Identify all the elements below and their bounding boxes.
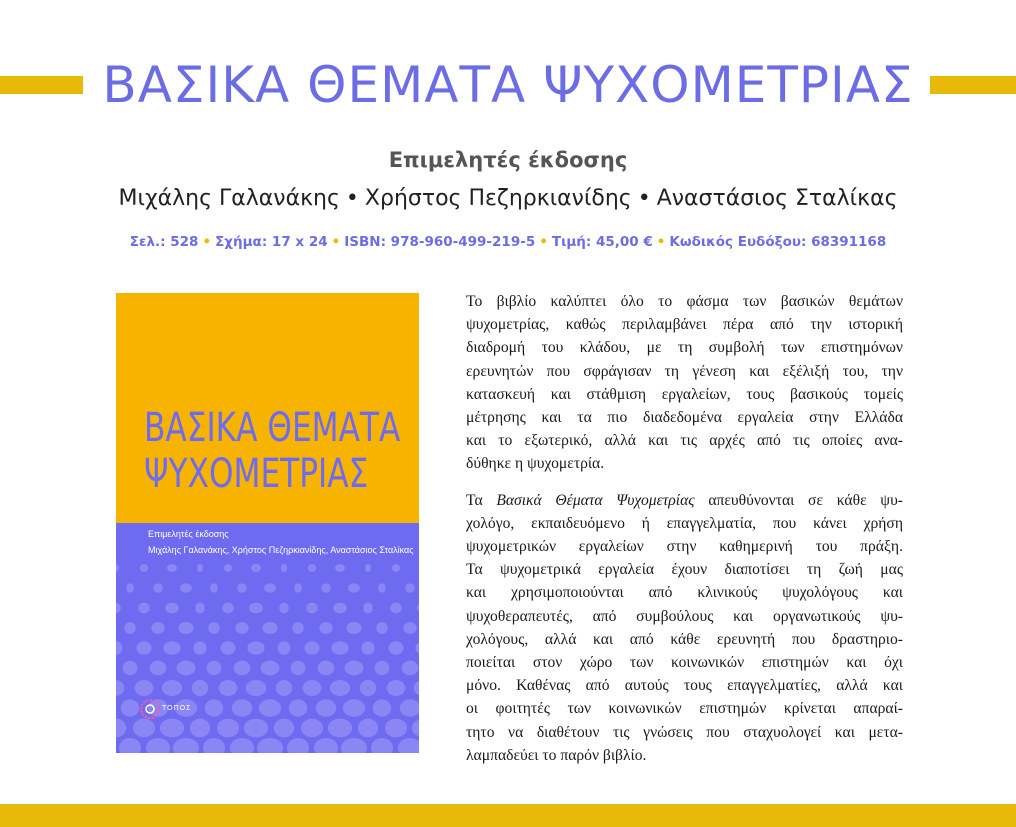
cover-dot	[217, 719, 239, 738]
cover-dot	[193, 641, 206, 654]
cover-dot	[277, 641, 290, 654]
cover-dot	[116, 641, 123, 654]
cover-dot	[224, 564, 232, 572]
separator-dot: •	[656, 234, 666, 250]
text-line: Το βιβλίο καλύπτει όλο το φάσμα των βασικών θεμάτων	[466, 293, 903, 310]
publisher-logo-icon	[138, 697, 162, 721]
cover-dot	[289, 699, 307, 716]
text-line	[466, 489, 903, 512]
cover-dot	[314, 738, 338, 753]
book-cover-image	[116, 293, 419, 753]
cover-dot	[203, 738, 225, 753]
cover-editors-label: Επιμελητές έκδοσης	[148, 529, 229, 539]
cover-dot	[371, 738, 393, 753]
cover-editors-names: Μιχάλης Γαλανάκης, Χρήστος Πεζηρκιανίδης, Αναστάσιος Σταλίκας	[148, 545, 414, 555]
cover-dot	[415, 641, 419, 654]
text-line: ποιείται στον χώρο των κοινωνικών επιστημών και όχι	[466, 654, 903, 672]
cover-dot	[247, 641, 264, 654]
book-meta	[0, 234, 1016, 250]
cover-dot	[321, 583, 331, 592]
text-line: χολόγους, αλλά και από κάθε ερευνητή που δραστηριο-	[466, 630, 903, 648]
cover-dot	[358, 719, 378, 738]
cover-dot	[294, 583, 302, 592]
text-line: διαδρομή του κλάδου, με τη συμβολή των επιστημόνων	[466, 339, 903, 357]
cover-dot	[126, 583, 134, 592]
cover-title-line: ΒΑΣΙΚΑ ΘΕΜΑΤΑ	[144, 405, 401, 451]
cover-dot	[306, 603, 318, 614]
text-line: μόνο. Καθένας από αυτούς τους επαγγελματίες, αλλά και	[466, 677, 903, 695]
text-fragment: απευθύνονται σε κάθε ψυ-	[694, 491, 903, 509]
cover-dot	[124, 622, 135, 634]
cover-dot	[276, 680, 293, 696]
cover-dot	[341, 738, 367, 753]
cover-dot	[232, 699, 252, 716]
right-accent-bar	[930, 76, 1016, 94]
cover-dot	[361, 641, 374, 654]
page-title: ΒΑΣΙΚΑ ΘΕΜΑΤΑ ΨΥΧΟΜΕΤΡΙΑΣ	[102, 56, 914, 114]
editors-names	[0, 186, 1016, 211]
cover-dot	[308, 564, 316, 572]
cover-dot	[207, 661, 222, 676]
cover-dot	[195, 603, 205, 614]
cover-dot	[140, 564, 148, 572]
cover-dot	[259, 699, 281, 716]
cover-dot	[180, 583, 192, 592]
text-fragment: Τα	[466, 491, 497, 509]
cover-dot	[328, 719, 352, 738]
cover-dot	[220, 641, 235, 654]
cover-dot	[235, 622, 248, 634]
cover-dot	[335, 564, 345, 572]
cover-title-line: ΨΥΧΟΜΕΤΡΙΑΣ	[144, 451, 369, 497]
text-line: Τα ψυχομετρικά εργαλεία έχουν διαποτίσει τη ζωή μας	[466, 561, 903, 579]
cover-dot	[417, 603, 419, 614]
cover-dot	[304, 641, 319, 654]
meta-eudoxus-code: Κωδικός Ευδόξου: 68391168	[669, 234, 887, 250]
cover-dot	[210, 583, 218, 592]
text-line: ψυχομετρικών εργαλείων στην καθημερινή του πράξη.	[466, 538, 903, 556]
cover-dot	[262, 622, 277, 634]
cover-dot	[173, 738, 199, 753]
cover-dot	[376, 622, 387, 634]
description-paragraph	[466, 290, 903, 476]
cover-dot	[123, 661, 138, 676]
cover-dot	[167, 564, 177, 572]
cover-dot	[279, 603, 289, 614]
cover-dot	[402, 661, 419, 676]
cover-dot	[414, 680, 419, 696]
text-line: ψυχομετρίας, καθώς περιλαμβάνει πέρα από την ιστορική	[466, 316, 903, 334]
cover-dot	[291, 661, 306, 676]
cover-dot	[237, 583, 247, 592]
separator-dot: •	[539, 234, 548, 250]
cover-dot	[234, 661, 251, 676]
meta-price: Τιμή: 45,00 €	[551, 234, 653, 250]
text-line: ερευνητών που σφράγισαν τη γένεση και εξέλιξή του, την	[466, 362, 903, 380]
text-line: και χρησιμοποιούνται από κλινικούς ψυχολόγους και	[466, 584, 903, 602]
cover-dot	[392, 564, 400, 572]
cover-dot	[398, 738, 419, 753]
text-line: κατασκευή και στάθμιση εργαλείων, τους βασικούς τομείς	[466, 385, 903, 403]
left-accent-bar	[0, 76, 83, 94]
cover-dot	[387, 680, 406, 696]
cover-dot	[116, 680, 124, 696]
cover-dot	[363, 603, 373, 614]
cover-dot	[264, 583, 276, 592]
cover-dot	[378, 583, 386, 592]
cover-dot	[292, 622, 303, 634]
cover-dot	[274, 719, 294, 738]
text-line: λαμπαδεύει το παρόν βιβλίο.	[466, 746, 647, 764]
separator-bullet: •	[345, 186, 359, 211]
title-row	[0, 50, 1016, 120]
text-line: τητο να διαθέτουν τις γνώσεις που σταχυολογεί και μετα-	[466, 723, 903, 741]
editors-label: Επιμελητές έκδοσης	[388, 148, 628, 172]
cover-dot	[319, 622, 332, 634]
cover-dot	[318, 661, 335, 676]
editor-name: Αναστάσιος Σταλίκας	[656, 186, 898, 211]
cover-dot	[116, 719, 126, 738]
cover-dot	[331, 641, 348, 654]
cover-dot	[385, 719, 407, 738]
editor-name: Χρήστος Πεζηρκιανίδης	[364, 186, 632, 211]
cover-dot	[390, 603, 402, 614]
bottom-accent-bar	[0, 804, 1016, 827]
cover-dot	[301, 719, 323, 738]
text-line: μέτρησης και τα πιο διαδεδομένα εργαλεία στην Ελλάδα	[466, 409, 903, 427]
cover-dot	[163, 641, 180, 654]
cover-dot	[373, 699, 391, 716]
book-title-italic: Βασικά Θέματα Ψυχομετρίας	[496, 491, 695, 509]
cover-dot	[219, 680, 238, 696]
cover-dot	[345, 661, 364, 676]
cover-dot	[375, 661, 390, 676]
cover-dot	[287, 738, 309, 753]
editor-name: Μιχάλης Γαλανάκης	[118, 186, 340, 211]
cover-dot	[330, 680, 351, 696]
cover-dot	[412, 719, 419, 738]
cover-dot	[116, 564, 119, 572]
cover-dot	[403, 622, 416, 634]
book-description	[466, 290, 903, 780]
cover-dot	[119, 738, 141, 753]
cover-dot	[249, 603, 263, 614]
cover-dot	[246, 680, 267, 696]
cover-dot	[360, 680, 377, 696]
cover-dot	[333, 603, 347, 614]
separator-dot: •	[331, 234, 341, 250]
description-paragraph	[466, 489, 903, 767]
text-line: οι φοιτητές των κοινωνικών επιστημών κρίνεται απαραί-	[466, 700, 903, 718]
cover-dot	[388, 641, 403, 654]
cover-dot	[244, 719, 268, 738]
cover-dot	[197, 564, 203, 572]
cover-dot	[146, 738, 170, 753]
cover-dot	[281, 564, 287, 572]
publisher-logo	[138, 693, 198, 733]
cover-dot	[153, 583, 163, 592]
cover-title	[144, 405, 401, 497]
cover-dot	[303, 680, 322, 696]
cover-dot	[150, 661, 167, 676]
cover-dot	[205, 699, 223, 716]
publisher-logo-text: ΤΟΠΟΣ	[162, 705, 192, 712]
separator-bullet: •	[637, 186, 651, 211]
meta-format: Σχήμα: 17 x 24	[215, 234, 328, 250]
cover-dot	[116, 603, 121, 614]
cover-dot	[121, 699, 139, 716]
cover-dot	[400, 699, 419, 716]
cover-dot	[405, 583, 415, 592]
cover-dot	[261, 661, 280, 676]
meta-pages: Σελ.: 528	[129, 234, 199, 250]
cover-dot	[165, 603, 179, 614]
cover-dot	[348, 583, 360, 592]
cover-dot	[222, 603, 234, 614]
meta-isbn: ISBN: 978-960-499-219-5	[344, 234, 536, 250]
cover-dot	[136, 641, 151, 654]
text-line: δύθηκε η ψυχομετρία.	[466, 455, 605, 473]
cover-dot	[208, 622, 219, 634]
separator-dot: •	[202, 234, 212, 250]
cover-dot	[230, 738, 254, 753]
cover-dot	[365, 564, 371, 572]
text-line: και το εξωτερικό, αλλά και τις αρχές από τις οποίες ανα-	[466, 432, 903, 450]
cover-dot	[138, 603, 150, 614]
cover-dot	[316, 699, 336, 716]
cover-dot	[343, 699, 365, 716]
cover-dot	[151, 622, 164, 634]
cover-dot	[178, 622, 193, 634]
text-line: ψυχοθεραπευτές, από συμβούλους και οργανωτικούς ψυ-	[466, 607, 903, 625]
cover-dot	[346, 622, 361, 634]
cover-dot	[177, 661, 196, 676]
cover-dot	[251, 564, 261, 572]
cover-dot	[257, 738, 283, 753]
text-line: χολόγο, εκπαιδευόμενο ή επαγγελματία, που κάνει χρήση	[466, 514, 903, 532]
